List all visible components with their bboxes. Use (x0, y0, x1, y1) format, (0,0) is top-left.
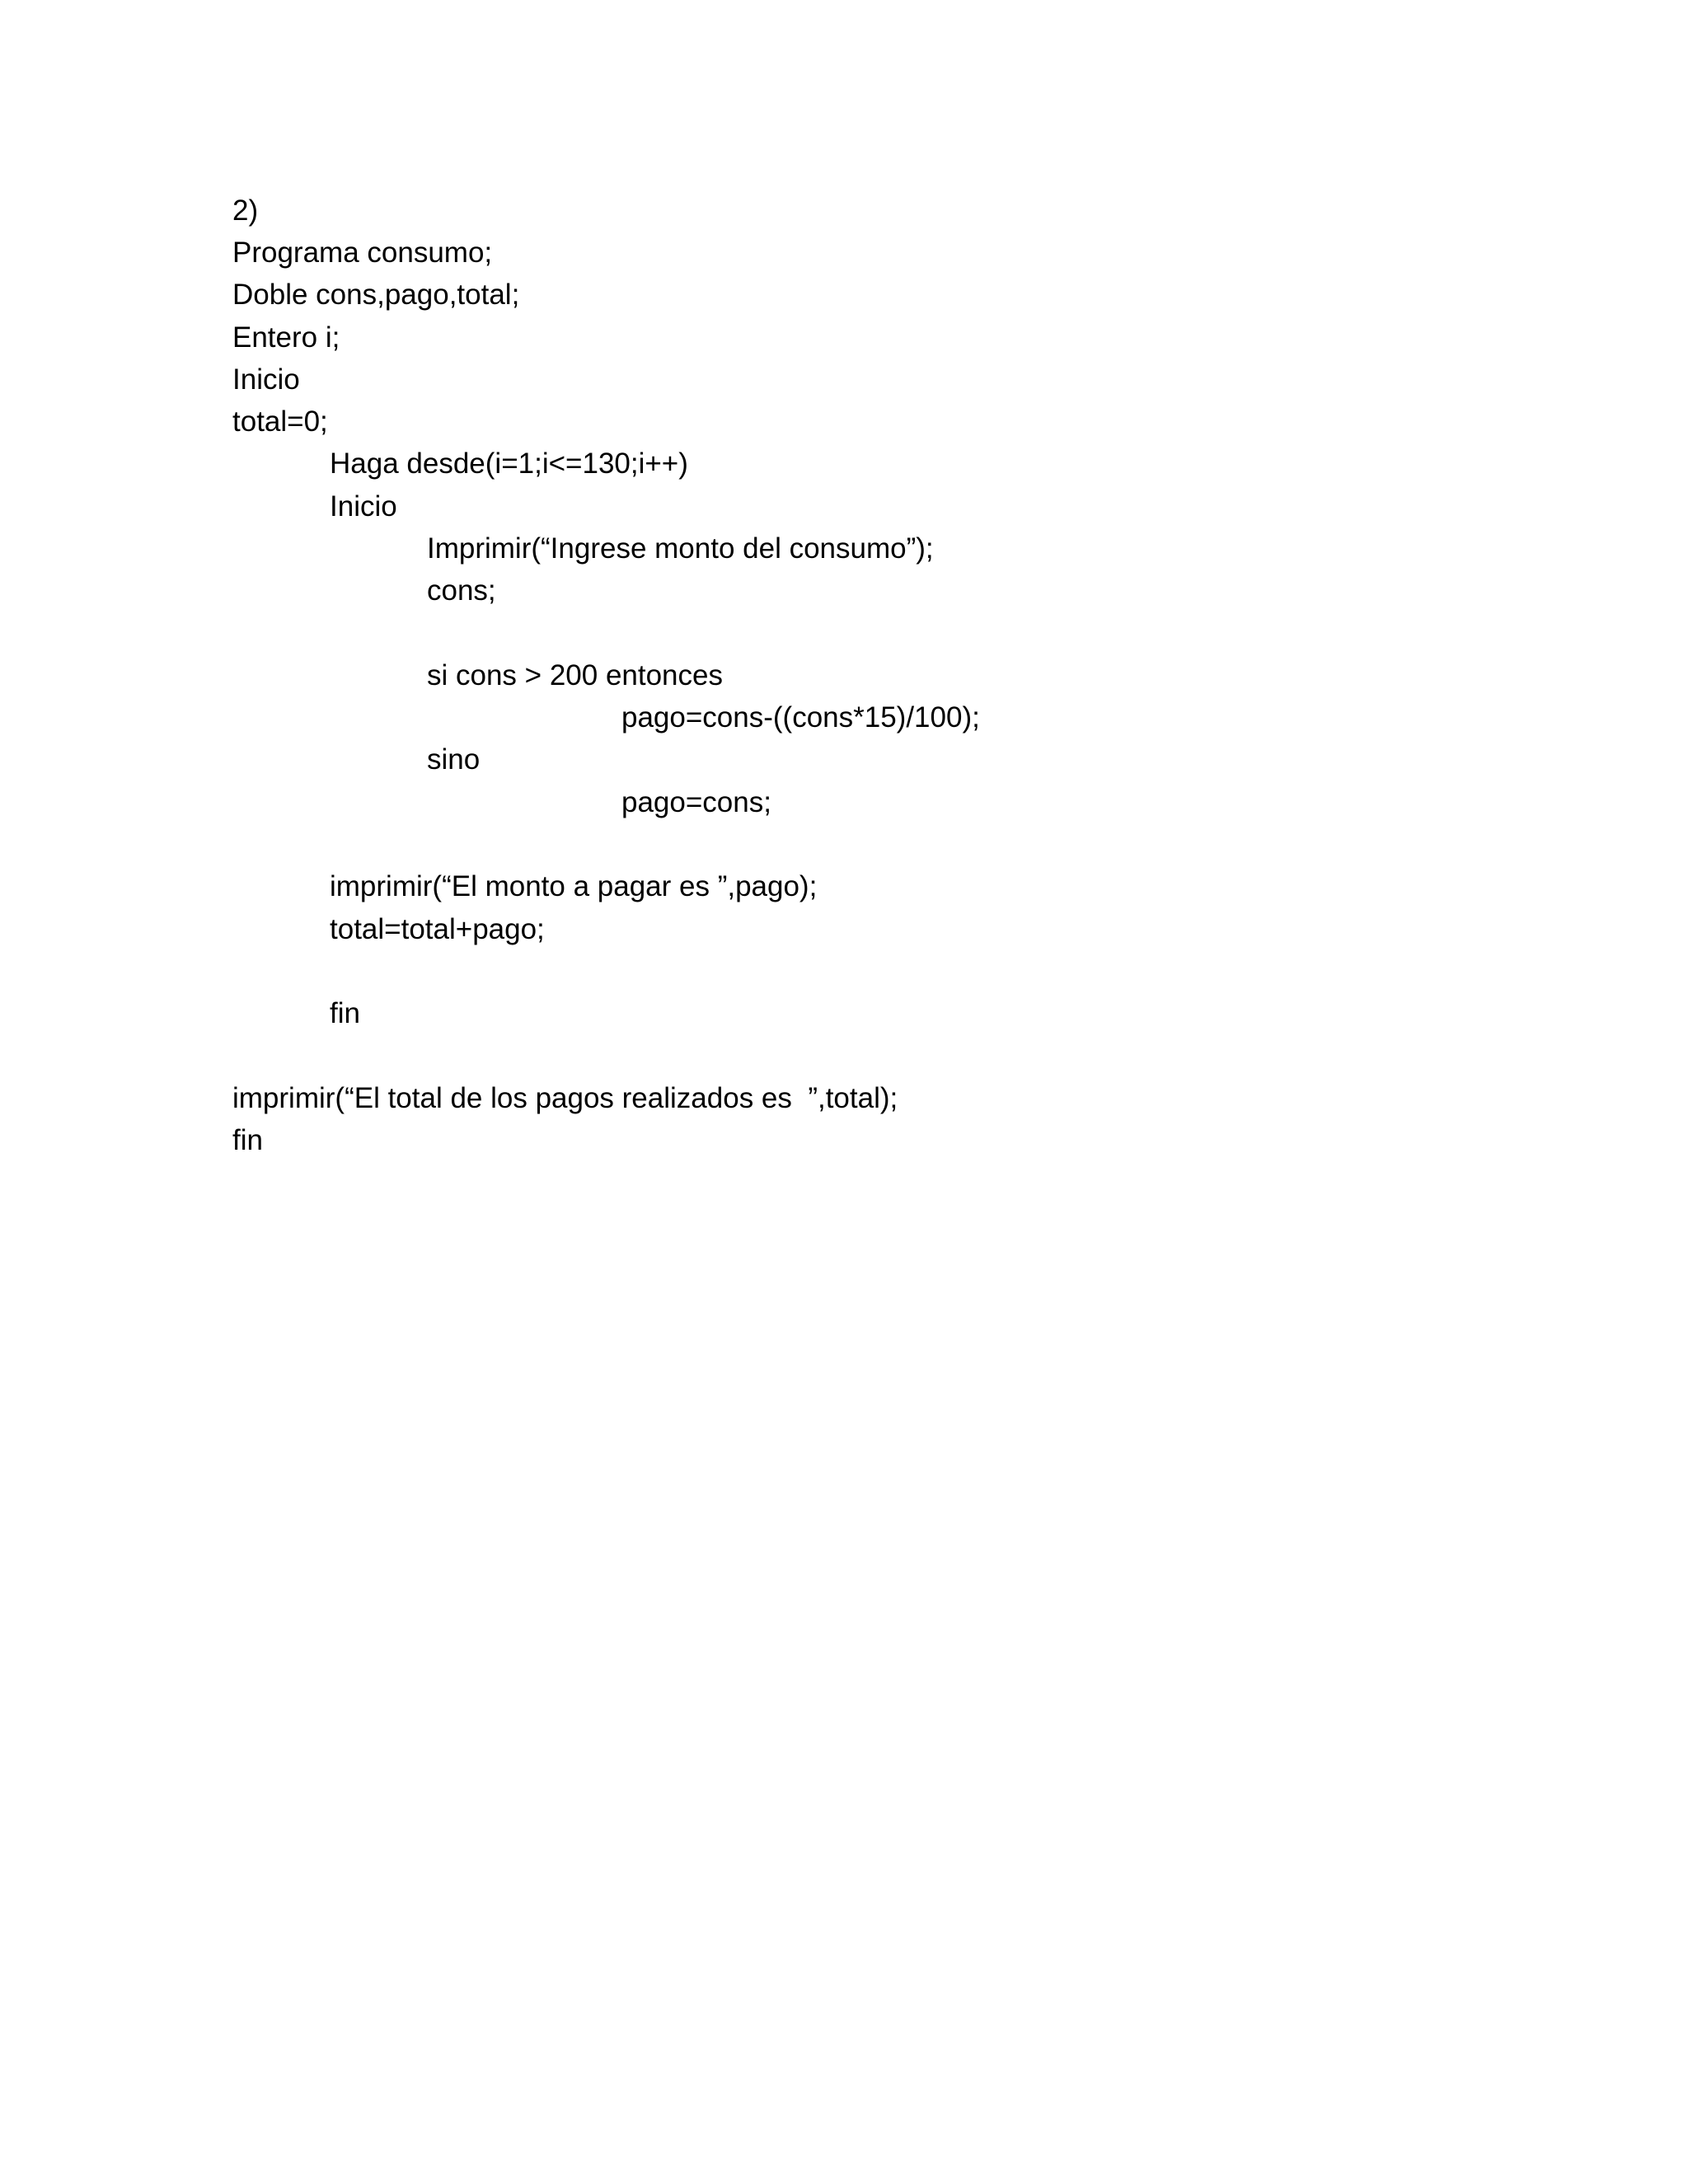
code-line-else: sino (427, 743, 481, 776)
code-line-read-cons: cons; (427, 574, 496, 607)
code-line-print-prompt: Imprimir(“Ingrese monto del consumo”); (427, 532, 934, 565)
code-line-accumulate-total: total=total+pago; (330, 913, 545, 945)
code-line-for-loop: Haga desde(i=1;i<=130;i++) (330, 448, 688, 480)
code-line-double-declaration: Doble cons,pago,total; (232, 279, 520, 311)
code-line-print-total: imprimir(“El total de los pagos realizados es ”,total); (232, 1082, 898, 1114)
code-line-if-condition: si cons > 200 entonces (427, 659, 723, 691)
code-line-begin: Inicio (232, 363, 300, 396)
code-line-total-init: total=0; (232, 405, 328, 438)
code-line-full-payment: pago=cons; (621, 786, 771, 818)
code-line-integer-declaration: Entero i; (232, 321, 340, 354)
code-line-discount-payment: pago=cons-((cons*15)/100); (621, 701, 980, 733)
code-line-program-end: fin (232, 1124, 263, 1156)
code-line-program: Programa consumo; (232, 237, 493, 269)
code-line-loop-end: fin (330, 997, 360, 1029)
code-line-loop-begin: Inicio (330, 490, 397, 523)
exercise-number: 2) (232, 194, 259, 227)
code-line-print-payment: imprimir(“El monto a pagar es ”,pago); (330, 870, 818, 902)
